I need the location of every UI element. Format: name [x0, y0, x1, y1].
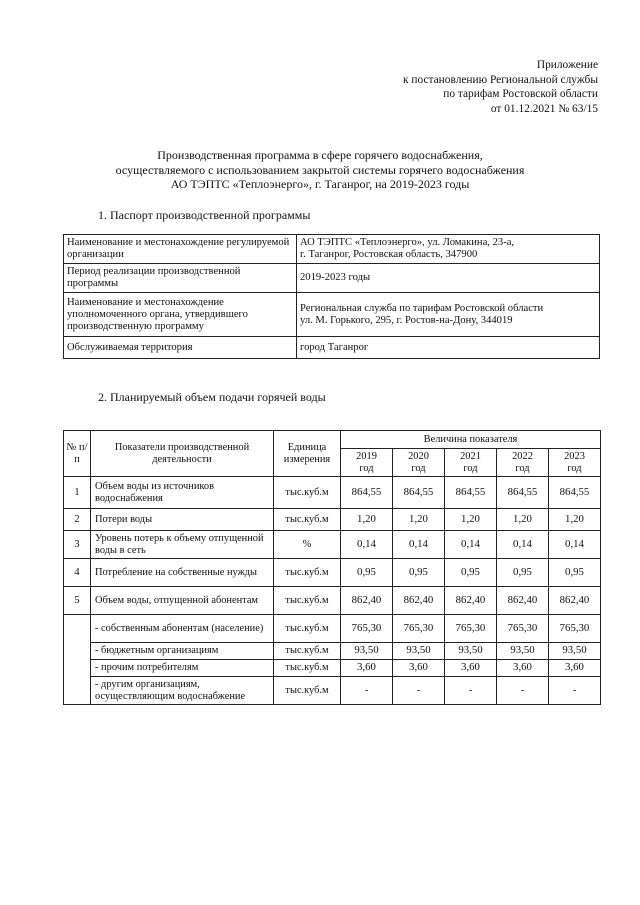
value-cell: 0,95 [341, 559, 393, 587]
row-unit: тыс.куб.м [274, 643, 341, 660]
value-cell: 864,55 [497, 477, 549, 509]
value-cell: 862,40 [445, 587, 497, 615]
value-cell: 3,60 [393, 660, 445, 677]
row-unit: тыс.куб.м [274, 477, 341, 509]
row-num: 5 [64, 587, 91, 615]
row-name: Потери воды [91, 509, 274, 531]
row-unit: тыс.куб.м [274, 677, 341, 705]
header-year: 2023 год [549, 449, 601, 477]
table-row [64, 660, 601, 677]
section-2-heading: 2. Планируемый объем подачи горячей воды [98, 390, 326, 404]
table-row [64, 264, 600, 293]
value-line: город Таганрог [300, 341, 369, 353]
table-row [64, 615, 601, 643]
passport-value [297, 337, 600, 359]
value-cell: 864,55 [341, 477, 393, 509]
row-name: - бюджетным организациям [91, 643, 274, 660]
row-num: 1 [64, 477, 91, 509]
header-unit: Единица измерения [274, 431, 341, 477]
passport-label: Наименование и местонахождение уполномоченного органа, утвердившего производственную программу [64, 293, 297, 337]
passport-value [297, 235, 600, 264]
value-cell: 862,40 [341, 587, 393, 615]
value-cell: 93,50 [549, 643, 601, 660]
value-cell: - [497, 677, 549, 705]
row-name: - прочим потребителям [91, 660, 274, 677]
appendix-line-3: по тарифам Ростовской области [443, 88, 598, 100]
header-year: 2021 год [445, 449, 497, 477]
row-unit: тыс.куб.м [274, 615, 341, 643]
title-line-1: Производственная программа в сфере горячего водоснабжения, [157, 148, 483, 162]
appendix-line-1: Приложение [536, 59, 598, 71]
value-cell: 1,20 [445, 509, 497, 531]
header-indicator: Показатели производственной деятельности [91, 431, 274, 477]
passport-value [297, 293, 600, 337]
value-cell: 0,14 [497, 531, 549, 559]
appendix-note [403, 58, 598, 116]
row-num [64, 615, 91, 705]
title-line-2: осуществляемого с использованием закрытой системы горячего водоснабжения [115, 162, 525, 177]
value-cell: 862,40 [393, 587, 445, 615]
table-row [64, 677, 601, 705]
value-cell: 93,50 [497, 643, 549, 660]
header-year: 2022 год [497, 449, 549, 477]
value-line: АО ТЭПТС «Теплоэнерго», ул. Ломакина, 23-а, [300, 237, 515, 248]
value-line: ул. М. Горького, 295, г. Ростов-на-Дону, 344019 [300, 314, 513, 326]
value-cell: 1,20 [393, 509, 445, 531]
table-row [64, 509, 601, 531]
value-cell: 0,14 [341, 531, 393, 559]
section-1-heading: 1. Паспорт производственной программы [98, 208, 311, 222]
value-cell: 93,50 [445, 643, 497, 660]
header-num: № п/п [64, 431, 91, 477]
value-cell: 0,95 [445, 559, 497, 587]
row-unit: % [274, 531, 341, 559]
passport-value [297, 264, 600, 293]
value-cell: 3,60 [341, 660, 393, 677]
value-cell: 864,55 [393, 477, 445, 509]
value-cell: - [393, 677, 445, 705]
value-cell: 3,60 [497, 660, 549, 677]
value-cell: 0,95 [393, 559, 445, 587]
value-cell: 864,55 [549, 477, 601, 509]
table-row [64, 293, 600, 337]
header-year: 2020 год [393, 449, 445, 477]
value-cell: - [341, 677, 393, 705]
value-cell: 0,95 [549, 559, 601, 587]
value-cell: 864,55 [445, 477, 497, 509]
row-unit: тыс.куб.м [274, 660, 341, 677]
value-cell: - [549, 677, 601, 705]
row-num: 3 [64, 531, 91, 559]
value-line: Региональная служба по тарифам Ростовской области [300, 302, 544, 314]
passport-label: Обслуживаемая территория [64, 337, 297, 359]
value-cell: 765,30 [445, 615, 497, 643]
document-title [40, 148, 600, 192]
row-name: Уровень потерь к объему отпущенной воды в сеть [91, 531, 274, 559]
value-cell: 3,60 [445, 660, 497, 677]
value-cell: 0,95 [497, 559, 549, 587]
appendix-line-2: к постановлению Региональной службы [402, 73, 598, 86]
value-cell: 765,30 [497, 615, 549, 643]
appendix-line-4: от 01.12.2021 № 63/15 [490, 102, 598, 115]
value-cell: 862,40 [549, 587, 601, 615]
row-unit: тыс.куб.м [274, 509, 341, 531]
value-cell: 93,50 [393, 643, 445, 660]
row-name: Объем воды из источников водоснабжения [91, 477, 274, 509]
table-row [64, 477, 601, 509]
value-line: г. Таганрог, Ростовская область, 347900 [300, 249, 478, 260]
value-cell: 0,14 [393, 531, 445, 559]
passport-label: Период реализации производственной программы [64, 264, 297, 293]
value-cell: 765,30 [549, 615, 601, 643]
water-volume-table [63, 430, 601, 705]
value-cell: 765,30 [393, 615, 445, 643]
value-cell: 0,14 [549, 531, 601, 559]
row-name: Потребление на собственные нужды [91, 559, 274, 587]
table-row [64, 559, 601, 587]
row-num: 4 [64, 559, 91, 587]
title-line-3: АО ТЭПТС «Теплоэнерго», г. Таганрог, на 2019-2023 годы [170, 177, 470, 191]
row-name: - собственным абонентам (население) [91, 615, 274, 643]
row-unit: тыс.куб.м [274, 559, 341, 587]
row-num: 2 [64, 509, 91, 531]
header-year: 2019 год [341, 449, 393, 477]
value-cell: 765,30 [341, 615, 393, 643]
value-cell: 93,50 [341, 643, 393, 660]
table-row [64, 235, 600, 264]
table-row [64, 337, 600, 359]
header-value-group: Величина показателя [341, 431, 601, 449]
row-name: - другим организациям, осуществляющим водоснабжение [91, 677, 274, 705]
table-row [64, 531, 601, 559]
table-row [64, 643, 601, 660]
row-name: Объем воды, отпущенной абонентам [91, 587, 274, 615]
table-row [64, 587, 601, 615]
row-unit: тыс.куб.м [274, 587, 341, 615]
value-cell: 862,40 [497, 587, 549, 615]
value-cell: 1,20 [549, 509, 601, 531]
passport-label: Наименование и местонахождение регулируемой организации [64, 235, 297, 264]
value-cell: 1,20 [341, 509, 393, 531]
value-cell: 0,14 [445, 531, 497, 559]
value-cell: 3,60 [549, 660, 601, 677]
value-cell: 1,20 [497, 509, 549, 531]
passport-table [63, 234, 600, 359]
value-line: 2019-2023 годы [300, 272, 371, 283]
value-cell: - [445, 677, 497, 705]
